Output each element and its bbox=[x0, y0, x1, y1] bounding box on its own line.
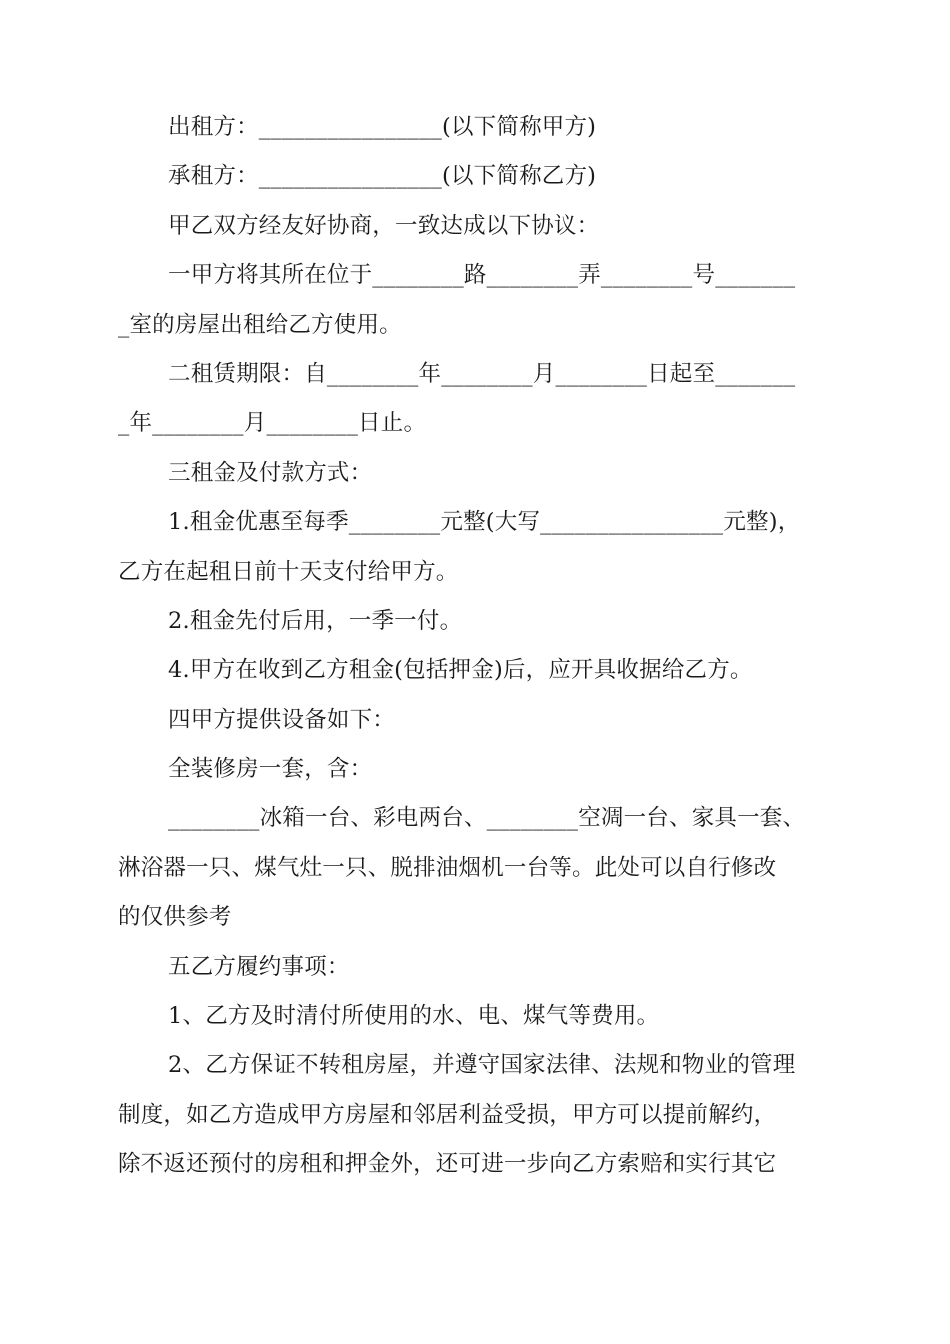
clause-3-item-1: 1.租金优惠至每季________元整(大写________________元整)， bbox=[168, 509, 801, 536]
lessee-line: 承租方：________________(以下简称乙方) bbox=[168, 163, 597, 190]
clause-5-item-2-continuation-1: 制度，如乙方造成甲方房屋和邻居利益受损，甲方可以提前解约， bbox=[118, 1101, 777, 1128]
clause-4-intro: 全装修房一套，含： bbox=[168, 756, 373, 783]
clause-5-heading: 五乙方履约事项： bbox=[168, 953, 350, 980]
clause-4-equipment-continuation: 淋浴器一只、煤气灶一只、脱排油烟机一台等。此处可以自行修改 bbox=[118, 854, 777, 881]
agreement-intro: 甲乙双方经友好协商，一致达成以下协议： bbox=[168, 212, 600, 239]
clause-2-continuation: _年________月________日止。 bbox=[118, 410, 427, 437]
clause-3-item-4: 4.甲方在收到乙方租金(包括押金)后，应开具收据给乙方。 bbox=[168, 657, 753, 684]
clause-5-item-2-continuation-2: 除不返还预付的房租和押金外，还可进一步向乙方索赔和实行其它 bbox=[118, 1151, 777, 1178]
clause-3-heading: 三租金及付款方式： bbox=[168, 459, 373, 486]
clause-4-equipment: ________冰箱一台、彩电两台、________空凋一台、家具一套、 bbox=[168, 805, 806, 832]
clause-4-heading: 四甲方提供设备如下： bbox=[168, 706, 396, 733]
clause-1-continuation: _室的房屋出租给乙方使用。 bbox=[118, 311, 402, 338]
clause-5-item-2: 2、乙方保证不转租房屋，并遵守国家法律、法规和物业的管理 bbox=[168, 1052, 796, 1079]
clause-4-note: 的仅供参考 bbox=[118, 904, 232, 931]
clause-3-item-1-continuation: 乙方在起租日前十天支付给甲方。 bbox=[118, 558, 459, 585]
clause-2-term: 二租赁期限：自________年________月________日起至_______ bbox=[168, 360, 796, 387]
contract-body bbox=[118, 103, 838, 1190]
clause-3-item-2: 2.租金先付后用，一季一付。 bbox=[168, 607, 463, 634]
clause-5-item-1: 1、乙方及时清付所使用的水、电、煤气等费用。 bbox=[168, 1003, 660, 1030]
clause-1-location: 一甲方将其所在位于________路________弄________号_______ bbox=[168, 262, 796, 289]
lessor-line: 出租方：________________(以下简称甲方) bbox=[168, 114, 597, 140]
